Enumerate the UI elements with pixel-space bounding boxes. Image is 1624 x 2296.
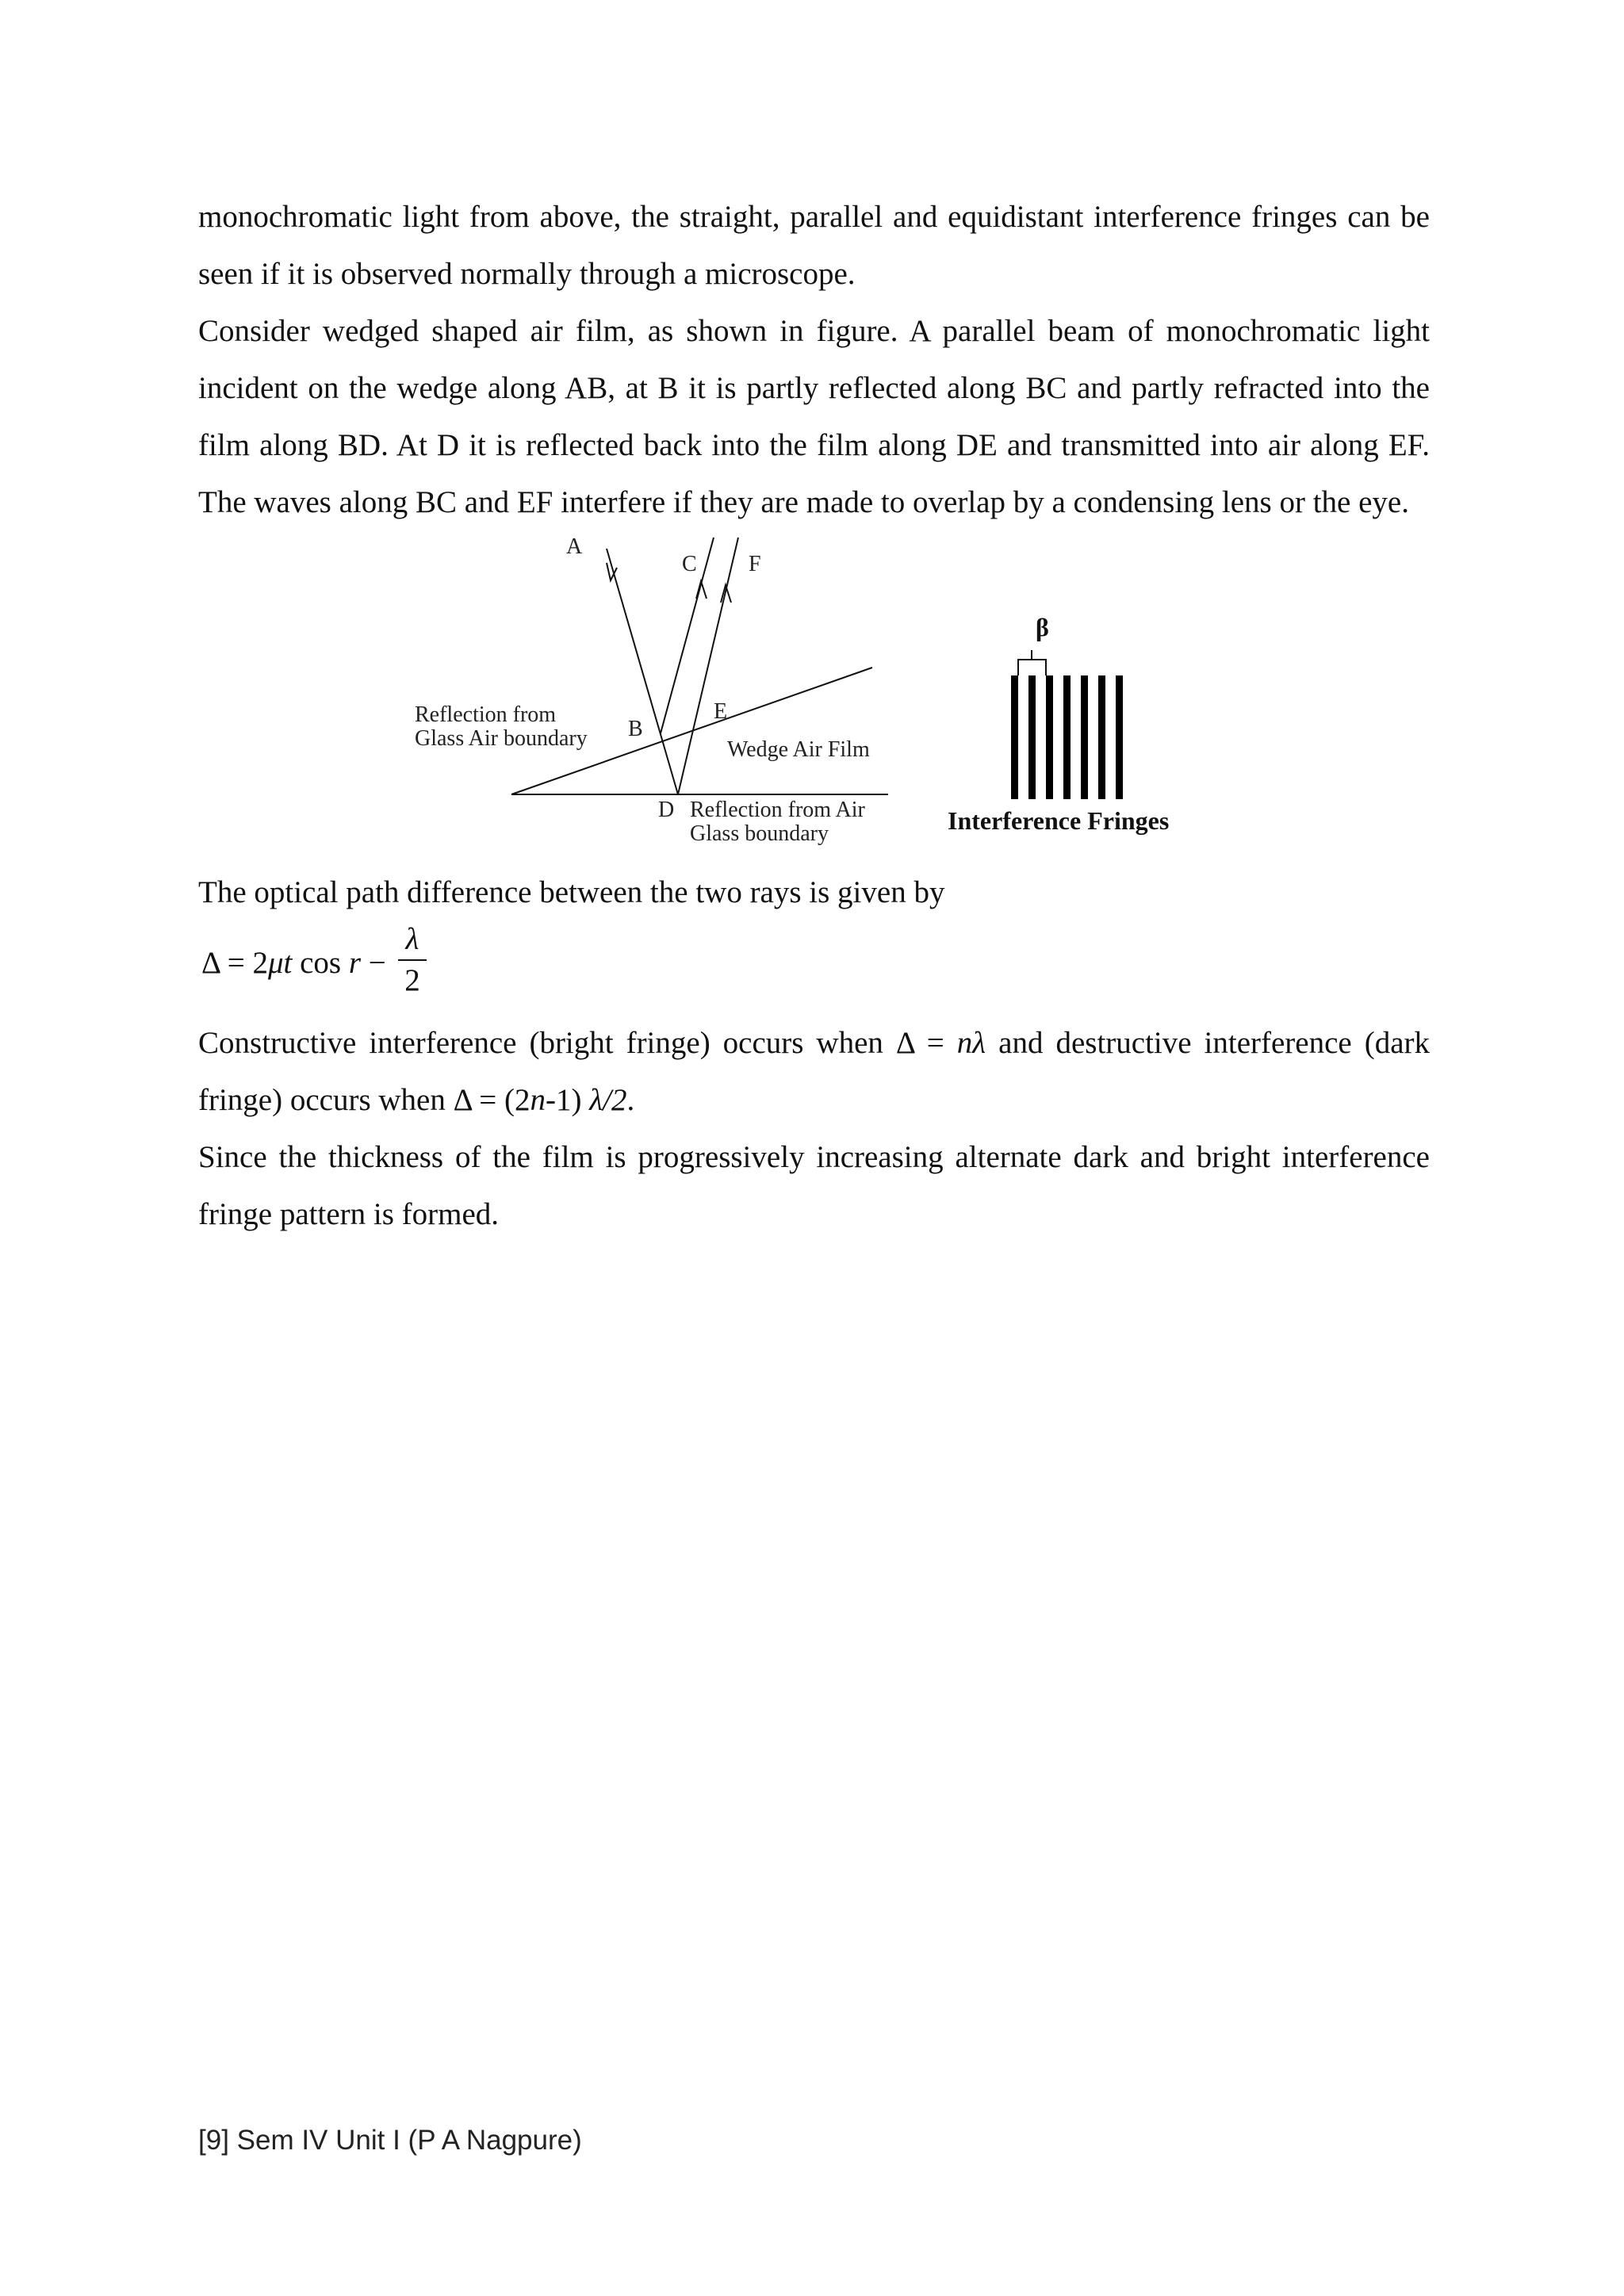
paragraph-path-difference: The optical path difference between the two rays is given by bbox=[198, 875, 945, 909]
p4-text-3: -1) bbox=[546, 1083, 590, 1117]
paragraph-intro: monochromatic light from above, the straight, parallel and equidistant interference fringes can be seen if it is observed normally through a microscope. bbox=[198, 200, 1430, 291]
label-wedge-air-film: Wedge Air Film bbox=[727, 737, 870, 762]
label-a: A bbox=[566, 534, 583, 559]
fringe-bar bbox=[1011, 675, 1018, 799]
fringe-bar bbox=[1063, 675, 1071, 799]
p4-n-lambda: nλ bbox=[956, 1026, 986, 1060]
label-interference-fringes: Interference Fringes bbox=[948, 806, 1170, 835]
paragraph-wedge-description: Consider wedged shaped air film, as shown in figure. A parallel beam of monochromatic light incident on the wedge along AB, at B it is partly reflected along BC and partly refracted into the film along BD. At D it is reflected back into the film along DE and transmitted into air along EF. The waves along BC and EF interfere if they are made to overlap by a condensing lens or the eye. bbox=[198, 314, 1430, 519]
label-c: C bbox=[682, 552, 697, 576]
eq-mu-t: μt bbox=[267, 946, 293, 980]
path-difference-equation bbox=[198, 921, 1430, 1015]
p4-lambda-half: λ/2 bbox=[589, 1083, 627, 1117]
fringe-bar bbox=[1081, 675, 1088, 799]
label-f: F bbox=[749, 552, 761, 576]
label-reflection-glass-air-2: Glass Air boundary bbox=[415, 726, 588, 751]
eq-r: r bbox=[348, 946, 362, 980]
equation-fraction bbox=[398, 921, 427, 999]
fraction-bar bbox=[398, 959, 427, 961]
p4-text-2: and destructive interference (dark fringe) occurs when Δ = (2 bbox=[198, 1026, 1430, 1117]
wedge-film-figure bbox=[198, 531, 1430, 864]
fringe-bar bbox=[1116, 675, 1123, 799]
paragraph-interference-conditions bbox=[198, 1015, 1430, 1129]
label-d: D bbox=[658, 798, 675, 822]
fringe-bar bbox=[1098, 675, 1105, 799]
label-e: E bbox=[714, 699, 728, 724]
eq-two: 2 bbox=[404, 963, 420, 997]
equation-lhs bbox=[201, 945, 386, 981]
fringe-pattern bbox=[1011, 675, 1123, 799]
label-reflection-glass-air-1: Reflection from bbox=[415, 702, 557, 727]
label-b: B bbox=[628, 717, 643, 741]
fringe-width-bracket bbox=[1018, 660, 1046, 675]
label-reflection-air-glass-2: Glass boundary bbox=[690, 821, 829, 846]
fringe-bar bbox=[1028, 675, 1036, 799]
page-footer: [9] Sem IV Unit I (P A Nagpure) bbox=[198, 2125, 582, 2156]
label-beta: β bbox=[1036, 613, 1049, 641]
label-reflection-air-glass-1: Reflection from Air bbox=[690, 798, 865, 822]
page-content bbox=[198, 189, 1430, 1243]
p4-text-1: Constructive interference (bright fringe) occurs when Δ = bbox=[198, 1026, 957, 1060]
wedge-film-diagram bbox=[198, 531, 1430, 864]
p4-text-4: . bbox=[626, 1083, 635, 1117]
eq-lambda: λ bbox=[405, 922, 419, 956]
eq-delta: Δ bbox=[201, 946, 220, 980]
eq-cos: cos bbox=[300, 946, 342, 980]
p4-n: n bbox=[530, 1083, 546, 1117]
eq-equals: = bbox=[227, 946, 245, 980]
fringe-bar bbox=[1046, 675, 1053, 799]
paragraph-conclusion: Since the thickness of the film is progressively increasing alternate dark and bright interference fringe pattern is formed. bbox=[198, 1140, 1430, 1231]
eq-coef: 2 bbox=[252, 946, 268, 980]
eq-minus: − bbox=[368, 946, 386, 980]
arrow-f bbox=[721, 585, 731, 603]
